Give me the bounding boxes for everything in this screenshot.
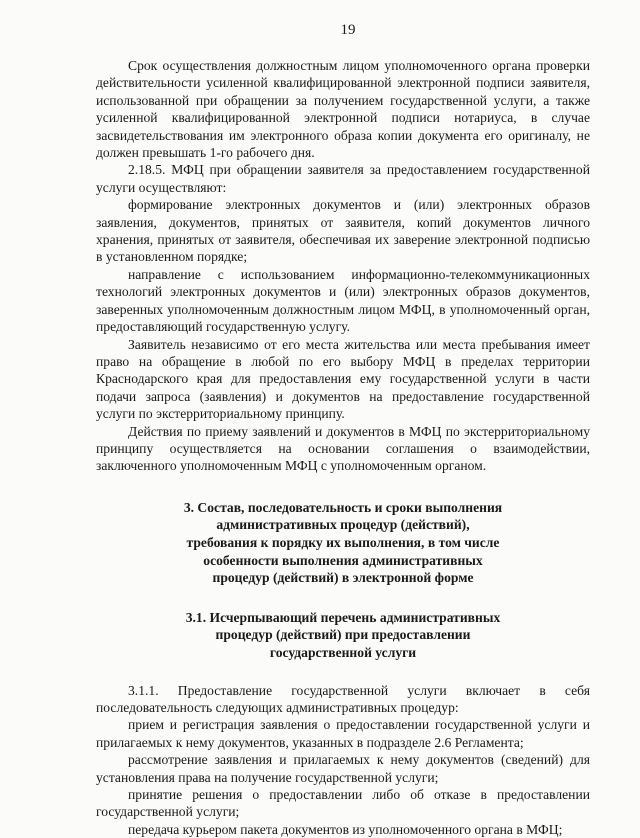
paragraph-verification-term: Срок осуществления должностным лицом уполномоченного органа проверки действительности усиленной квалифицированной электронной подписи заявителя, использованной при обращении за получением государственной услуги, а также усиленной квалифицированной электронной подписи нотариуса, в случае засвидетельствования им электронного образа копии документа его оригиналу, не должен превышать 1-го рабочего дня. bbox=[96, 58, 590, 161]
section-title-line: процедур (действий) в электронной форме bbox=[212, 570, 474, 586]
paragraph-extraterritorial-actions: Действия по приему заявлений и документов в МФЦ по экстерриториальному принципу осуществляется на основании соглашения о взаимодействии, заключенного уполномоченным МФЦ с уполномоченным органом. bbox=[96, 423, 590, 474]
paragraph-sending-documents: направление с использованием информационно-телекоммуникационных технологий электронных документов и (или) электронных образов документов, заверенных уполномоченным должностным лицом МФЦ, в уполномоченный орган, предоставляющий государственную услугу. bbox=[96, 266, 590, 335]
paragraph-courier-transfer: передача курьером пакета документов из уполномоченного органа в МФЦ; bbox=[128, 821, 563, 837]
section-title-line: 3. Состав, последовательность и сроки выполнения bbox=[183, 499, 503, 515]
paragraph-reception-registration: прием и регистрация заявления о предоставлении государственной услуги и прилагаемых к нему документов, указанных в подразделе 2.6 Регламента; bbox=[96, 717, 590, 750]
section-title-line: требования к порядку их выполнения, в том числе bbox=[186, 534, 500, 550]
paragraph-review-application: рассмотрение заявления и прилагаемых к нему документов (сведений) для установления права на получение государственной услуги; bbox=[96, 752, 590, 785]
section-3-title bbox=[96, 499, 590, 587]
paragraph-3-1-1: 3.1.1. Предоставление государственной услуги включает в себя последовательность следующих административных процедур: bbox=[96, 682, 590, 715]
subsection-title-line: 3.1. Исчерпывающий перечень административных bbox=[185, 609, 501, 625]
subsection-title-line: государственной услуги bbox=[269, 644, 417, 660]
subsection-title-line: процедур (действий) при предоставлении bbox=[215, 627, 471, 643]
paragraph-applicant-right: Заявитель независимо от его места жительства или места пребывания имеет право на обращение в любой по его выбору МФЦ в пределах территории Краснодарского края для предоставления ему государственной услуги в части подачи запроса (заявления) и документов на предоставление государственной услуги по экстерриториальному принципу. bbox=[96, 336, 590, 422]
paragraph-2-18-5: 2.18.5. МФЦ при обращении заявителя за предоставлением государственной услуги осуществляют: bbox=[96, 162, 590, 195]
paragraph-forming-documents: формирование электронных документов и (или) электронных образов заявления, документов, принятых от заявителя, копий документов личного хранения, принятых от заявителя, обеспечивая их заверение электронной подписью в установленном порядке; bbox=[96, 197, 590, 265]
section-title-line: административных процедур (действий), bbox=[216, 517, 470, 533]
subsection-3-1-title bbox=[96, 609, 590, 662]
section-title-line: особенности выполнения административных bbox=[203, 552, 483, 568]
page-number: 19 bbox=[340, 22, 356, 38]
paragraph-decision: принятие решения о предоставлении либо об отказе в предоставлении государственной услуги; bbox=[96, 786, 590, 820]
